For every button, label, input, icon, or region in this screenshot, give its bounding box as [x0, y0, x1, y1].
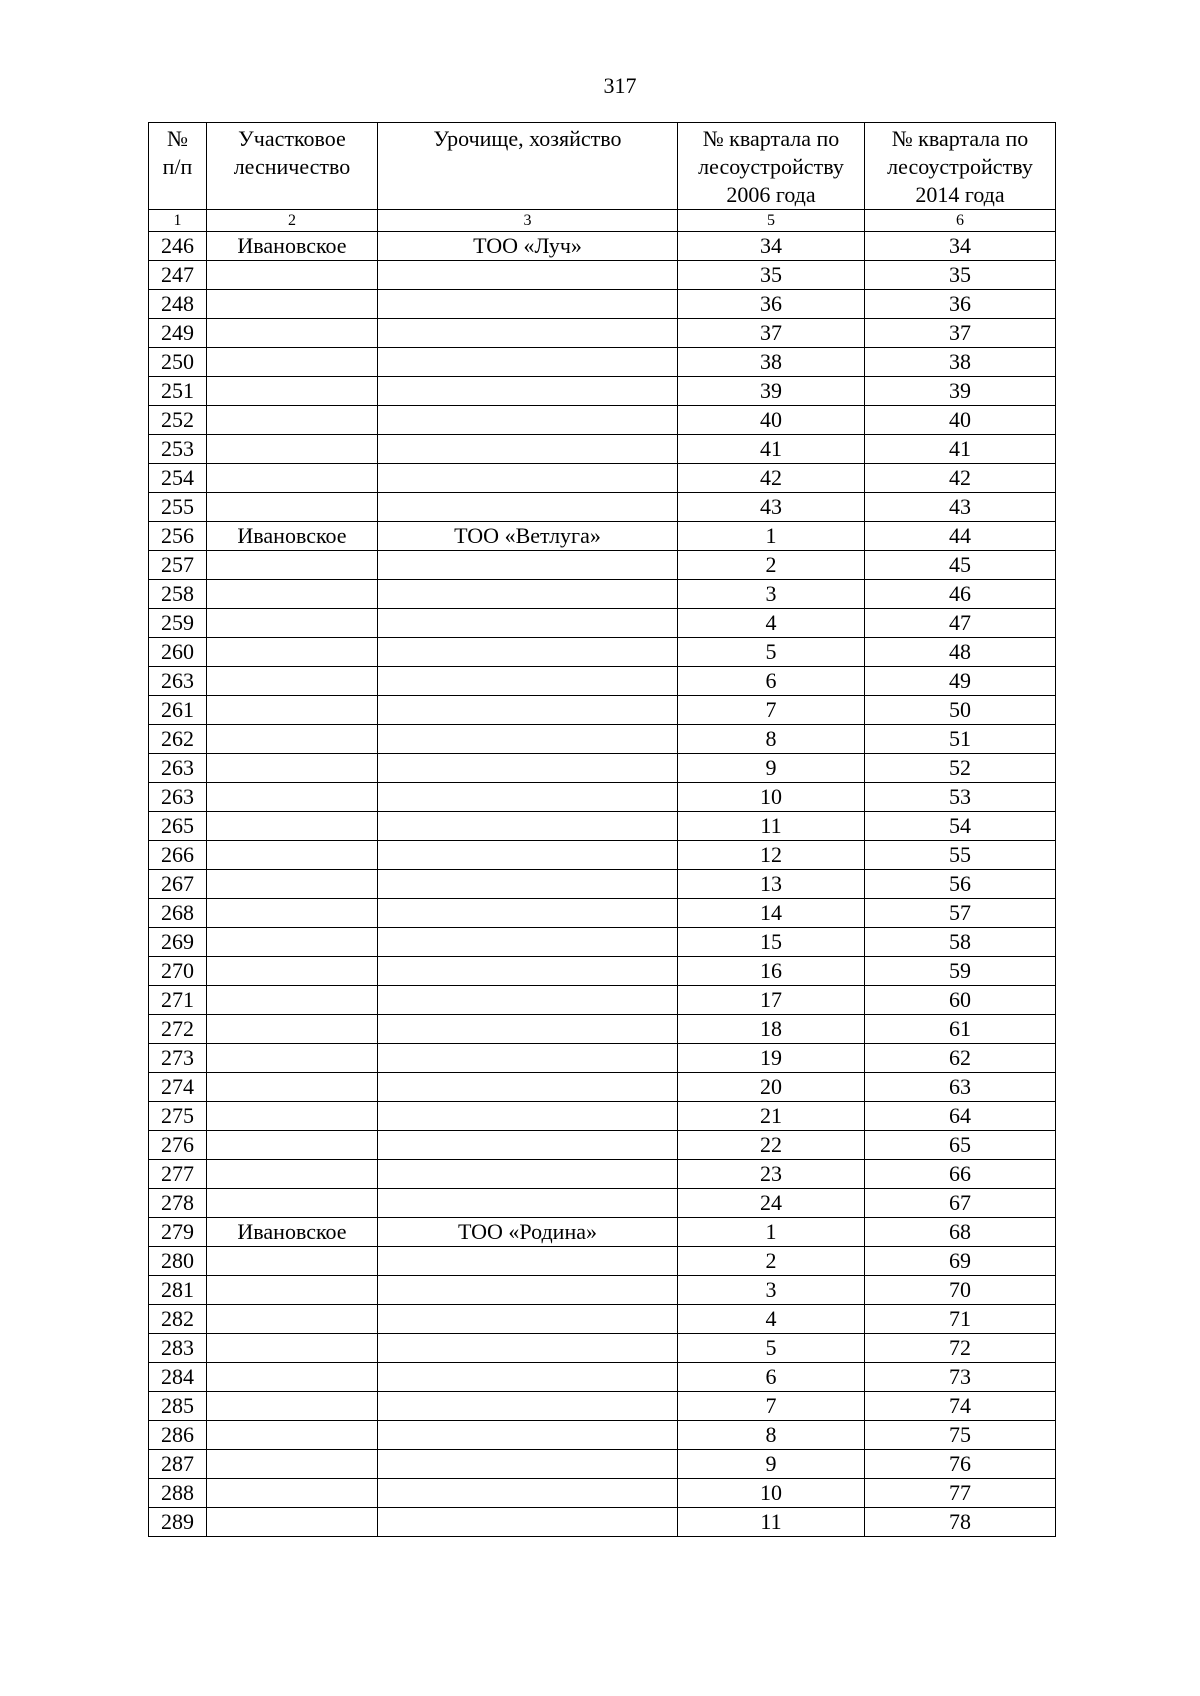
tract-cell — [378, 348, 678, 377]
quarter-2006-cell: 18 — [678, 1015, 865, 1044]
forestry-cell — [207, 1044, 378, 1073]
forestry-cell — [207, 1247, 378, 1276]
table-row — [149, 406, 1056, 435]
forestry-cell — [207, 783, 378, 812]
quarter-2006-cell: 14 — [678, 899, 865, 928]
quarter-2014-cell: 71 — [865, 1305, 1056, 1334]
quarter-2014-cell: 73 — [865, 1363, 1056, 1392]
table-row — [149, 1305, 1056, 1334]
row-number-cell: 281 — [149, 1276, 207, 1305]
quarter-2014-cell: 39 — [865, 377, 1056, 406]
quarter-2014-cell: 64 — [865, 1102, 1056, 1131]
table-row — [149, 1392, 1056, 1421]
tract-cell — [378, 319, 678, 348]
header-cell: № квартала по лесоустройству 2014 года — [865, 123, 1056, 210]
quarter-2014-cell: 47 — [865, 609, 1056, 638]
quarter-2014-cell: 75 — [865, 1421, 1056, 1450]
row-number-cell: 253 — [149, 435, 207, 464]
forestry-cell — [207, 1363, 378, 1392]
quarter-2006-cell: 3 — [678, 1276, 865, 1305]
tract-cell — [378, 261, 678, 290]
forestry-cell — [207, 1015, 378, 1044]
quarter-2014-cell: 48 — [865, 638, 1056, 667]
quarter-2006-cell: 43 — [678, 493, 865, 522]
row-number-cell: 267 — [149, 870, 207, 899]
quarter-2014-cell: 50 — [865, 696, 1056, 725]
tract-cell — [378, 986, 678, 1015]
quarter-2014-cell: 65 — [865, 1131, 1056, 1160]
tract-cell — [378, 1392, 678, 1421]
quarter-2014-cell: 37 — [865, 319, 1056, 348]
table-body — [149, 232, 1056, 1537]
quarter-2006-cell: 35 — [678, 261, 865, 290]
header-cell: № п/п — [149, 123, 207, 210]
quarter-2006-cell: 8 — [678, 1421, 865, 1450]
quarter-2006-cell: 8 — [678, 725, 865, 754]
quarter-2014-cell: 41 — [865, 435, 1056, 464]
header-cell: Участковое лесничество — [207, 123, 378, 210]
row-number-cell: 262 — [149, 725, 207, 754]
quarter-2006-cell: 11 — [678, 1508, 865, 1537]
tract-cell — [378, 1276, 678, 1305]
quarter-2006-cell: 21 — [678, 1102, 865, 1131]
forestry-cell — [207, 1421, 378, 1450]
row-number-cell: 282 — [149, 1305, 207, 1334]
table-row — [149, 1363, 1056, 1392]
row-number-cell: 261 — [149, 696, 207, 725]
quarter-2006-cell: 4 — [678, 1305, 865, 1334]
quarter-2014-cell: 42 — [865, 464, 1056, 493]
forestry-cell — [207, 928, 378, 957]
quarter-2006-cell: 1 — [678, 522, 865, 551]
table-row — [149, 1131, 1056, 1160]
row-number-cell: 284 — [149, 1363, 207, 1392]
quarter-2006-cell: 10 — [678, 783, 865, 812]
row-number-cell: 249 — [149, 319, 207, 348]
table-row — [149, 1247, 1056, 1276]
table-row — [149, 986, 1056, 1015]
forestry-cell — [207, 290, 378, 319]
quarter-2006-cell: 20 — [678, 1073, 865, 1102]
quarter-2014-cell: 52 — [865, 754, 1056, 783]
quarter-2014-cell: 62 — [865, 1044, 1056, 1073]
tract-cell — [378, 464, 678, 493]
table-row — [149, 1421, 1056, 1450]
tract-cell — [378, 1450, 678, 1479]
forestry-cell — [207, 464, 378, 493]
forestry-cell — [207, 986, 378, 1015]
forestry-cell — [207, 319, 378, 348]
row-number-cell: 257 — [149, 551, 207, 580]
quarter-2006-cell: 38 — [678, 348, 865, 377]
forestry-cell — [207, 1450, 378, 1479]
row-number-cell: 265 — [149, 812, 207, 841]
quarter-2014-cell: 44 — [865, 522, 1056, 551]
forestry-cell — [207, 348, 378, 377]
forestry-cell — [207, 1392, 378, 1421]
header-cell: Урочище, хозяйство — [378, 123, 678, 210]
table-row — [149, 1044, 1056, 1073]
column-number: 6 — [865, 210, 1056, 232]
tract-cell — [378, 1334, 678, 1363]
table-row — [149, 1276, 1056, 1305]
quarter-2014-cell: 46 — [865, 580, 1056, 609]
forestry-cell — [207, 261, 378, 290]
column-number: 2 — [207, 210, 378, 232]
row-number-cell: 251 — [149, 377, 207, 406]
row-number-cell: 259 — [149, 609, 207, 638]
quarter-table — [148, 122, 1056, 1537]
tract-cell — [378, 609, 678, 638]
tract-cell — [378, 812, 678, 841]
table-row — [149, 609, 1056, 638]
forestry-cell — [207, 1508, 378, 1537]
table-row — [149, 522, 1056, 551]
tract-cell — [378, 957, 678, 986]
table-row — [149, 870, 1056, 899]
quarter-2006-cell: 39 — [678, 377, 865, 406]
tract-cell — [378, 493, 678, 522]
quarter-2014-cell: 35 — [865, 261, 1056, 290]
row-number-cell: 274 — [149, 1073, 207, 1102]
quarter-2014-cell: 66 — [865, 1160, 1056, 1189]
quarter-2006-cell: 17 — [678, 986, 865, 1015]
column-number-row — [149, 210, 1056, 232]
table-row — [149, 1015, 1056, 1044]
quarter-2006-cell: 10 — [678, 1479, 865, 1508]
table-row — [149, 580, 1056, 609]
quarter-2006-cell: 12 — [678, 841, 865, 870]
table-row — [149, 696, 1056, 725]
quarter-2014-cell: 36 — [865, 290, 1056, 319]
quarter-2014-cell: 63 — [865, 1073, 1056, 1102]
table-row — [149, 1189, 1056, 1218]
quarter-2006-cell: 13 — [678, 870, 865, 899]
column-number: 5 — [678, 210, 865, 232]
quarter-2014-cell: 61 — [865, 1015, 1056, 1044]
forestry-cell — [207, 841, 378, 870]
quarter-2014-cell: 54 — [865, 812, 1056, 841]
table-row — [149, 754, 1056, 783]
forestry-cell — [207, 667, 378, 696]
row-number-cell: 279 — [149, 1218, 207, 1247]
tract-cell — [378, 1247, 678, 1276]
quarter-2006-cell: 6 — [678, 667, 865, 696]
quarter-2014-cell: 70 — [865, 1276, 1056, 1305]
forestry-cell — [207, 812, 378, 841]
table-row — [149, 1073, 1056, 1102]
table-row — [149, 1508, 1056, 1537]
quarter-2014-cell: 55 — [865, 841, 1056, 870]
quarter-2006-cell: 24 — [678, 1189, 865, 1218]
forestry-cell — [207, 1160, 378, 1189]
row-number-cell: 263 — [149, 667, 207, 696]
table-row — [149, 812, 1056, 841]
quarter-2006-cell: 5 — [678, 638, 865, 667]
row-number-cell: 288 — [149, 1479, 207, 1508]
tract-cell — [378, 754, 678, 783]
quarter-2006-cell: 37 — [678, 319, 865, 348]
tract-cell — [378, 1305, 678, 1334]
row-number-cell: 273 — [149, 1044, 207, 1073]
quarter-2006-cell: 2 — [678, 1247, 865, 1276]
quarter-2006-cell: 36 — [678, 290, 865, 319]
row-number-cell: 258 — [149, 580, 207, 609]
quarter-2014-cell: 57 — [865, 899, 1056, 928]
column-number: 3 — [378, 210, 678, 232]
quarter-2006-cell: 15 — [678, 928, 865, 957]
forestry-cell — [207, 1479, 378, 1508]
row-number-cell: 276 — [149, 1131, 207, 1160]
quarter-2006-cell: 16 — [678, 957, 865, 986]
row-number-cell: 250 — [149, 348, 207, 377]
row-number-cell: 246 — [149, 232, 207, 261]
row-number-cell: 252 — [149, 406, 207, 435]
tract-cell — [378, 870, 678, 899]
tract-cell — [378, 841, 678, 870]
table-row — [149, 667, 1056, 696]
quarter-2014-cell: 51 — [865, 725, 1056, 754]
row-number-cell: 254 — [149, 464, 207, 493]
forestry-cell — [207, 551, 378, 580]
quarter-2014-cell: 67 — [865, 1189, 1056, 1218]
row-number-cell: 268 — [149, 899, 207, 928]
forestry-cell — [207, 377, 378, 406]
header-row — [149, 123, 1056, 210]
forestry-cell: Ивановское — [207, 522, 378, 551]
quarter-2014-cell: 77 — [865, 1479, 1056, 1508]
row-number-cell: 277 — [149, 1160, 207, 1189]
quarter-2014-cell: 59 — [865, 957, 1056, 986]
quarter-2006-cell: 23 — [678, 1160, 865, 1189]
forestry-cell — [207, 899, 378, 928]
forestry-cell — [207, 1131, 378, 1160]
tract-cell — [378, 1508, 678, 1537]
quarter-2006-cell: 9 — [678, 754, 865, 783]
quarter-2006-cell: 11 — [678, 812, 865, 841]
forestry-cell — [207, 406, 378, 435]
quarter-2006-cell: 1 — [678, 1218, 865, 1247]
quarter-2014-cell: 72 — [865, 1334, 1056, 1363]
table-row — [149, 435, 1056, 464]
quarter-2006-cell: 41 — [678, 435, 865, 464]
table-row — [149, 348, 1056, 377]
quarter-2014-cell: 56 — [865, 870, 1056, 899]
quarter-2014-cell: 45 — [865, 551, 1056, 580]
quarter-2014-cell: 69 — [865, 1247, 1056, 1276]
forestry-cell — [207, 1276, 378, 1305]
row-number-cell: 266 — [149, 841, 207, 870]
tract-cell — [378, 696, 678, 725]
forestry-cell — [207, 754, 378, 783]
forestry-cell — [207, 1189, 378, 1218]
tract-cell — [378, 435, 678, 464]
quarter-2014-cell: 76 — [865, 1450, 1056, 1479]
forestry-cell — [207, 609, 378, 638]
row-number-cell: 269 — [149, 928, 207, 957]
quarter-2006-cell: 7 — [678, 696, 865, 725]
forestry-cell — [207, 580, 378, 609]
table-row — [149, 725, 1056, 754]
forestry-cell — [207, 638, 378, 667]
tract-cell — [378, 580, 678, 609]
table-row — [149, 493, 1056, 522]
tract-cell — [378, 1160, 678, 1189]
forestry-cell — [207, 1305, 378, 1334]
row-number-cell: 283 — [149, 1334, 207, 1363]
tract-cell — [378, 406, 678, 435]
tract-cell — [378, 638, 678, 667]
table-row — [149, 319, 1056, 348]
row-number-cell: 285 — [149, 1392, 207, 1421]
tract-cell — [378, 1189, 678, 1218]
forestry-cell — [207, 1102, 378, 1131]
row-number-cell: 248 — [149, 290, 207, 319]
tract-cell — [378, 928, 678, 957]
forestry-cell: Ивановское — [207, 232, 378, 261]
table-row — [149, 1334, 1056, 1363]
page-number: 317 — [603, 73, 637, 98]
row-number-cell: 272 — [149, 1015, 207, 1044]
quarter-2006-cell: 5 — [678, 1334, 865, 1363]
table-row — [149, 928, 1056, 957]
tract-cell — [378, 667, 678, 696]
table-row — [149, 957, 1056, 986]
table-row — [149, 232, 1056, 261]
table-row — [149, 290, 1056, 319]
quarter-2014-cell: 74 — [865, 1392, 1056, 1421]
tract-cell: ТОО «Луч» — [378, 232, 678, 261]
row-number-cell: 289 — [149, 1508, 207, 1537]
tract-cell — [378, 1421, 678, 1450]
quarter-2014-cell: 43 — [865, 493, 1056, 522]
quarter-2014-cell: 40 — [865, 406, 1056, 435]
row-number-cell: 270 — [149, 957, 207, 986]
table-row — [149, 1218, 1056, 1247]
tract-cell — [378, 1015, 678, 1044]
forestry-cell — [207, 725, 378, 754]
tract-cell — [378, 1044, 678, 1073]
quarter-2014-cell: 78 — [865, 1508, 1056, 1537]
tract-cell — [378, 1102, 678, 1131]
header-cell: № квартала по лесоустройству 2006 года — [678, 123, 865, 210]
table-row — [149, 551, 1056, 580]
tract-cell — [378, 783, 678, 812]
row-number-cell: 256 — [149, 522, 207, 551]
quarter-2006-cell: 6 — [678, 1363, 865, 1392]
row-number-cell: 247 — [149, 261, 207, 290]
tract-cell — [378, 1073, 678, 1102]
quarter-2006-cell: 42 — [678, 464, 865, 493]
forestry-cell: Ивановское — [207, 1218, 378, 1247]
tract-cell — [378, 551, 678, 580]
quarter-2014-cell: 58 — [865, 928, 1056, 957]
tract-cell — [378, 1363, 678, 1392]
forestry-cell — [207, 1334, 378, 1363]
row-number-cell: 255 — [149, 493, 207, 522]
row-number-cell: 263 — [149, 783, 207, 812]
tract-cell — [378, 725, 678, 754]
tract-cell — [378, 290, 678, 319]
quarter-2006-cell: 9 — [678, 1450, 865, 1479]
quarter-2006-cell: 40 — [678, 406, 865, 435]
quarter-2014-cell: 38 — [865, 348, 1056, 377]
row-number-cell: 260 — [149, 638, 207, 667]
table-row — [149, 377, 1056, 406]
row-number-cell: 280 — [149, 1247, 207, 1276]
table-row — [149, 841, 1056, 870]
table-row — [149, 261, 1056, 290]
table-row — [149, 1479, 1056, 1508]
tract-cell — [378, 1479, 678, 1508]
quarter-2006-cell: 7 — [678, 1392, 865, 1421]
row-number-cell: 275 — [149, 1102, 207, 1131]
table-row — [149, 1450, 1056, 1479]
quarter-2014-cell: 53 — [865, 783, 1056, 812]
forestry-cell — [207, 957, 378, 986]
forestry-cell — [207, 1073, 378, 1102]
quarter-2014-cell: 49 — [865, 667, 1056, 696]
quarter-2006-cell: 22 — [678, 1131, 865, 1160]
tract-cell — [378, 377, 678, 406]
row-number-cell: 286 — [149, 1421, 207, 1450]
tract-cell — [378, 1131, 678, 1160]
tract-cell: ТОО «Ветлуга» — [378, 522, 678, 551]
quarter-2006-cell: 19 — [678, 1044, 865, 1073]
row-number-cell: 271 — [149, 986, 207, 1015]
forestry-cell — [207, 870, 378, 899]
table-row — [149, 1102, 1056, 1131]
table-row — [149, 899, 1056, 928]
quarter-2014-cell: 68 — [865, 1218, 1056, 1247]
row-number-cell: 287 — [149, 1450, 207, 1479]
quarter-2006-cell: 4 — [678, 609, 865, 638]
quarter-2014-cell: 60 — [865, 986, 1056, 1015]
column-number: 1 — [149, 210, 207, 232]
quarter-2006-cell: 2 — [678, 551, 865, 580]
table-row — [149, 464, 1056, 493]
tract-cell: ТОО «Родина» — [378, 1218, 678, 1247]
quarter-2014-cell: 34 — [865, 232, 1056, 261]
table-row — [149, 638, 1056, 667]
forestry-cell — [207, 696, 378, 725]
table-row — [149, 1160, 1056, 1189]
forestry-cell — [207, 493, 378, 522]
forestry-cell — [207, 435, 378, 464]
table-row — [149, 783, 1056, 812]
row-number-cell: 278 — [149, 1189, 207, 1218]
tract-cell — [378, 899, 678, 928]
row-number-cell: 263 — [149, 754, 207, 783]
quarter-2006-cell: 34 — [678, 232, 865, 261]
quarter-2006-cell: 3 — [678, 580, 865, 609]
